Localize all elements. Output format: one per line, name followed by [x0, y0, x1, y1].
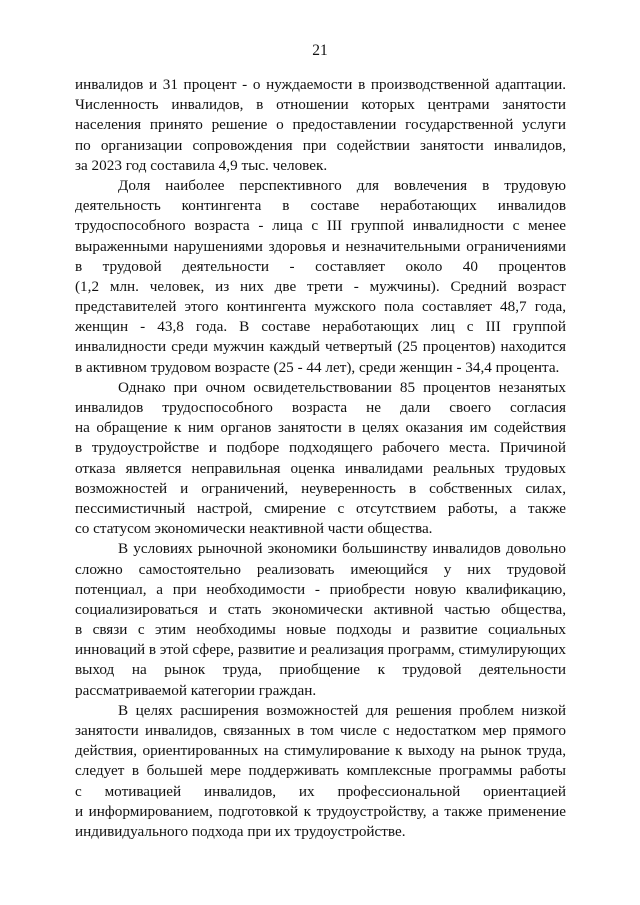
- text-line: следует в большей мере поддерживать комплексные программы работы: [75, 762, 566, 780]
- paragraph: [75, 75, 566, 176]
- text-line: выраженными нарушениями здоровья и незначительными ограничениями: [75, 237, 566, 255]
- text-line: (1,2 млн. человек, из них две трети - мужчины). Средний возраст: [75, 277, 566, 295]
- text-line: в трудовой деятельности - составляет около 40 процентов: [75, 257, 566, 275]
- text-line: в связи с этим необходимы новые подходы и развитие социальных: [75, 621, 566, 639]
- text-line: в трудоустройстве и подборе подходящего рабочего места. Причиной: [75, 439, 566, 457]
- text-line: инвалидности среди мужчин каждый четвертый (25 процентов) находится: [75, 338, 566, 356]
- text-line: на обращение к ним органов занятости в целях оказания им содействия: [75, 419, 566, 437]
- text-line: возможностей и ограничений, неуверенность в собственных силах,: [75, 479, 566, 497]
- text-line: рассматриваемой категории граждан.: [75, 681, 317, 699]
- text-line: занятости инвалидов, связанных в том числе с недостатком мер прямого: [75, 722, 566, 739]
- paragraph: [75, 378, 566, 540]
- text-line: со статусом экономически неактивной части общества.: [75, 520, 433, 538]
- text-line: инвалидов трудоспособного возраста не дали своего согласия: [75, 399, 566, 416]
- text-line: деятельность контингента в составе неработающих инвалидов: [75, 197, 566, 215]
- text-line: в активном трудовом возрасте (25 - 44 лет), среди женщин - 34,4 процента.: [75, 358, 560, 376]
- body-text: [75, 75, 566, 842]
- text-line: социализироваться и стать экономически активной частью общества,: [75, 600, 566, 618]
- text-line: женщин - 43,8 года. В составе неработающих лиц с III группой: [75, 318, 566, 336]
- text-line: населения принято решение о предоставлении государственной услуги: [75, 116, 566, 134]
- text-line: индивидуального подхода при их трудоустройстве.: [75, 822, 406, 840]
- text-line: выход на рынок труда, приобщение к трудовой деятельности: [75, 661, 566, 679]
- text-line: отказа является неправильная оценка инвалидами реальных трудовых: [75, 459, 566, 477]
- paragraph: [75, 539, 566, 701]
- text-line: действия, ориентированных на стимулирование к выходу на рынок труда,: [75, 742, 566, 760]
- text-line: сложно самостоятельно реализовать имеющийся у них трудовой: [75, 560, 566, 578]
- text-line: Однако при очном освидетельствовании 85 процентов незанятых: [118, 378, 566, 396]
- page-number: 21: [312, 42, 328, 59]
- text-line: потенциал, а при необходимости - приобрести новую квалификацию,: [75, 580, 566, 598]
- text-line: инвалидов и 31 процент - о нуждаемости в производственной адаптации.: [75, 76, 566, 93]
- text-line: В условиях рыночной экономики большинству инвалидов довольно: [118, 540, 566, 558]
- text-line: В целях расширения возможностей для решения проблем низкой: [118, 701, 566, 719]
- text-line: и информированием, подготовкой к трудоустройству, а также применение: [75, 802, 566, 820]
- text-line: инноваций в этой сфере, развитие и реализация программ, стимулирующих: [75, 641, 566, 659]
- text-line: за 2023 год составила 4,9 тыс. человек.: [75, 156, 328, 174]
- text-line: представителей этого контингента мужского пола составляет 48,7 года,: [75, 298, 566, 316]
- text-line: по организации сопровождения при содействии занятости инвалидов,: [75, 136, 566, 154]
- text-line: Численность инвалидов, в отношении которых центрами занятости: [75, 96, 566, 114]
- text-line: пессимистичный настрой, смирение с отсутствием работы, а также: [75, 499, 566, 517]
- text-line: Доля наиболее перспективного для вовлечения в трудовую: [118, 176, 566, 194]
- text-line: трудоспособного возраста - лица с III группой инвалидности с менее: [75, 217, 566, 235]
- paragraph: [75, 176, 566, 378]
- text-line: с мотивацией инвалидов, их профессиональной ориентацией: [75, 782, 566, 800]
- paragraph: [75, 701, 566, 842]
